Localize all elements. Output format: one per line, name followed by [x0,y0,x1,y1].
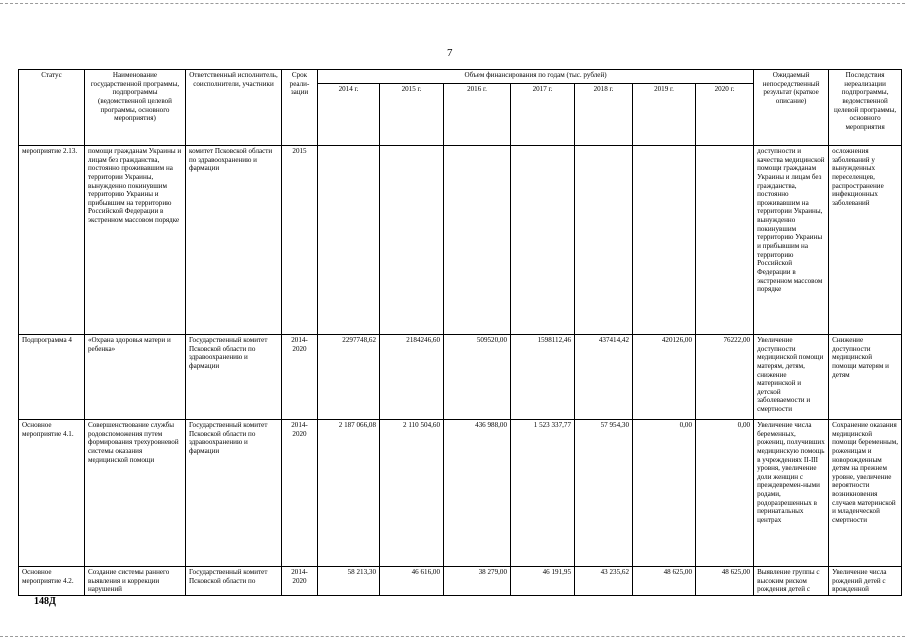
funding-cell: 38 279,00 [444,567,511,596]
row-expected: Увеличение доступности медицинской помощи матерям, детям, снижение материнской и детской заболеваемости и смертности [754,335,829,420]
funding-cell: 420126,00 [633,335,696,420]
row-status: мероприятие 2.13. [19,146,85,335]
funding-cell [575,146,633,335]
funding-cell [444,146,511,335]
bottom-scan-edge [0,636,905,637]
funding-cell: 1 523 337,77 [511,420,575,567]
row-executor: Государственный комитет Псковской области по здравоохранению и фармации [186,420,282,567]
table-row [19,335,902,420]
program-table [18,69,902,596]
row-name: помощи гражданам Украины и лицам без гражданства, постоянно проживавшим на территории Украины, вынужденно покинувшим территорию Украины и прибывшим на территорию Российской Федерации в экстренном массовом порядке [85,146,186,335]
funding-cell: 48 625,00 [633,567,696,596]
header-year-2020: 2020 г. [696,84,754,146]
funding-cell: 58 213,30 [318,567,380,596]
funding-cell: 2 187 066,08 [318,420,380,567]
row-status: Основное мероприятие 4.1. [19,420,85,567]
page-number: 7 [447,47,453,59]
row-term: 2015 [282,146,318,335]
row-consequences: осложнения заболеваний у вынужденных переселенцев, распространение инфекционных заболеваний [829,146,902,335]
header-expected: Ожидаемый непосредственный результат (краткое описание) [754,70,829,146]
row-expected: Выявление группы с высоким риском рождения детей с [754,567,829,596]
header-term: Срок реали-зации [282,70,318,146]
row-status: Основное мероприятие 4.2. [19,567,85,596]
funding-cell [633,146,696,335]
row-name: Создание системы раннего выявления и коррекции нарушений [85,567,186,596]
header-funding: Объем финансирования по годам (тыс. рублей) [318,70,754,84]
funding-cell: 2297748,62 [318,335,380,420]
row-consequences: Сохранение оказания медицинской помощи беременным, роженицам и новорожденным детям на прежнем уровне, увеличение вероятности возникновения случаев материнской и младенческой смертности [829,420,902,567]
header-executor: Ответственный исполнитель, соисполнители, участники [186,70,282,146]
header-year-2017: 2017 г. [511,84,575,146]
funding-cell: 46 616,00 [380,567,444,596]
row-executor: Государственный комитет Псковской области по [186,567,282,596]
row-consequences: Увеличение числа рождений детей с врожденной [829,567,902,596]
row-executor: Государственный комитет Псковской области по здравоохранению и фармации [186,335,282,420]
funding-cell: 2184246,60 [380,335,444,420]
header-status: Статус [19,70,85,146]
funding-cell: 437414,42 [575,335,633,420]
header-name: Наименование государственной программы, подпрограммы (ведомственной целевой программы, основного мероприятия) [85,70,186,146]
funding-cell: 2 110 504,60 [380,420,444,567]
header-consequences: Последствия нереализации подпрограммы, ведомственной целевой программы, основного мероприятия [829,70,902,146]
funding-cell: 0,00 [696,420,754,567]
row-executor: комитет Псковской области по здравоохранению и фармации [186,146,282,335]
document-code: 148Д [34,596,56,607]
funding-cell [696,146,754,335]
table-row [19,146,902,335]
funding-cell [511,146,575,335]
header-year-2019: 2019 г. [633,84,696,146]
funding-cell: 46 191,95 [511,567,575,596]
header-year-2018: 2018 г. [575,84,633,146]
row-consequences: Снижение доступности медицинской помощи матерям и детям [829,335,902,420]
table-row [19,567,902,596]
row-status: Подпрограмма 4 [19,335,85,420]
funding-cell: 57 954,30 [575,420,633,567]
top-scan-edge [0,3,905,4]
funding-cell: 509520,00 [444,335,511,420]
header-year-2015: 2015 г. [380,84,444,146]
row-term: 2014-2020 [282,420,318,567]
row-name: «Охрана здоровья матери и ребенка» [85,335,186,420]
funding-cell: 43 235,62 [575,567,633,596]
funding-cell: 76222,00 [696,335,754,420]
row-expected: доступности и качества медицинской помощи гражданам Украины и лицам без гражданства, постоянно проживавшим на территории Украины, вынужденно покинувшим территорию Украины и прибывшим на территорию Российской Федерации в экстренном массовом порядке [754,146,829,335]
funding-cell: 0,00 [633,420,696,567]
table-row [19,420,902,567]
funding-cell: 1598112,46 [511,335,575,420]
funding-cell: 436 988,00 [444,420,511,567]
row-term: 2014-2020 [282,335,318,420]
funding-cell [318,146,380,335]
header-year-2016: 2016 г. [444,84,511,146]
row-name: Совершенствование службы родовспоможения путем формирования трехуровневой системы оказания медицинской помощи [85,420,186,567]
funding-cell: 48 625,00 [696,567,754,596]
funding-cell [380,146,444,335]
row-term: 2014-2020 [282,567,318,596]
row-expected: Увеличение числа беременных, рожениц, получивших медицинскую помощь в учреждениях II-III уровня, увеличение доли женщин с преждевремен-ными родами, родоразрешенных в перинатальных центрах [754,420,829,567]
header-year-2014: 2014 г. [318,84,380,146]
